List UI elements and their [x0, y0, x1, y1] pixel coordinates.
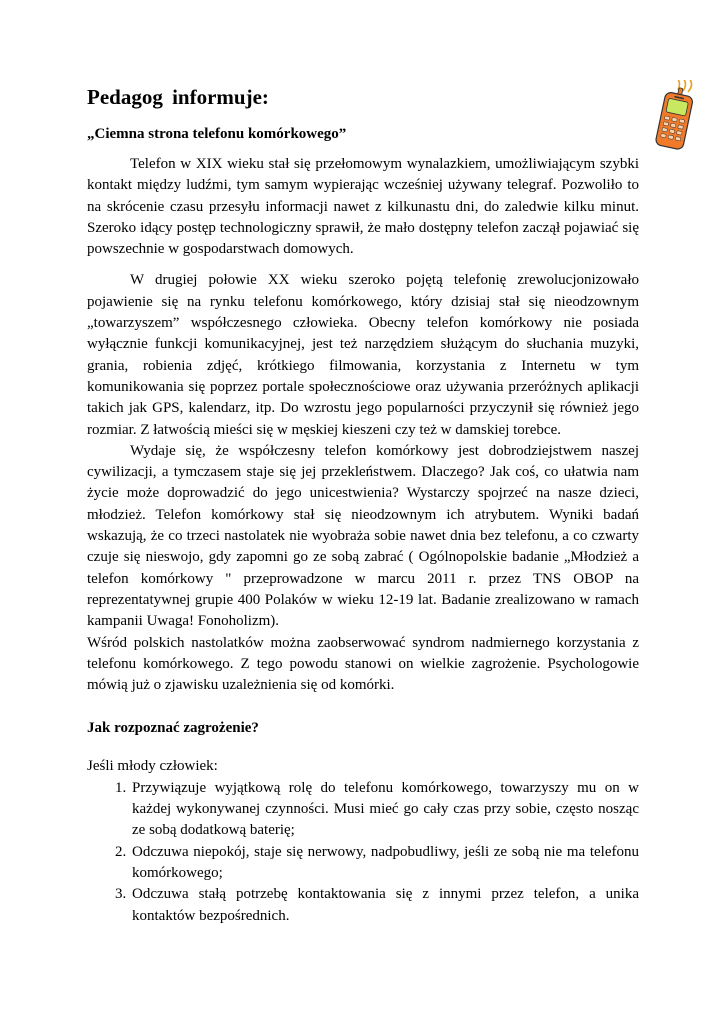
- list-item: 3. Odczuwa stałą potrzebę kontaktowania się z innymi przez telefon, a unika kontaktów bezpośrednich.: [130, 884, 639, 927]
- section-intro: Jeśli młody człowiek:: [87, 758, 218, 775]
- page-title: Pedagog informuje:: [87, 85, 269, 109]
- paragraph-1: Telefon w XIX wieku stał się przełomowym wynalazkiem, umożliwiającym szybki kontakt między ludźmi, tym samym wypierając wcześniej używany telegraf. Pozwoliło to na skrócenie czasu przesyłu informacji nawet z kilkunastu dni, do zaledwie kilku minut. Szeroko idący postęp technologiczny sprawił, że mało dostępny telefon zaczął pojawiać się powszechnie w gospodarstwach domowych.: [87, 156, 639, 258]
- document-page: [87, 84, 639, 927]
- paragraph-4: Wśród polskich nastolatków można zaobserwować syndrom nadmiernego korzystania z telefonu komórkowego. Z tego powodu stanowi on wielkie zagrożenie. Psychologowie mówią już o zjawisku uzależnienia się od komórki.: [87, 634, 639, 694]
- paragraph-2: W drugiej połowie XX wieku szeroko pojętą telefonię zrewolucjonizowało pojawienie się na rynku telefonu komórkowego, który dzisiaj stał się nieodzownym „towarzyszem” współczesnego człowieka. Obecny telefon komórkowy nie posiada wyłącznie funkcji komunikacyjnej, jest też narzędziem służącym do słuchania muzyki, grania, robienia zdjęć, krótkiego filmowania, korzystania z Internetu w tym komunikowania się poprzez portale społecznościowe oraz używania przeróżnych aplikacji takich jak GPS, kalendarz, itp. Do wzrostu jego popularności przyczynił się również jego rozmiar. Z łatwością mieści się w męskiej kieszeni czy też w damskiej torebce.: [87, 272, 639, 438]
- article-subtitle: „Ciemna strona telefonu komórkowego”: [87, 126, 347, 142]
- paragraph-3: Wydaje się, że współczesny telefon komórkowy jest dobrodziejstwem naszej cywilizacji, a tymczasem staje się jej przekleństwem. Dlaczego? Jak coś, co ułatwia nam życie może doprowadzić do jego unicestwienia? Wystarczy spojrzeć na nasze dzieci, młodzież. Telefon komórkowy stał się nieodzownym ich atrybutem. Wyniki badań wskazują, że co trzeci nastolatek nie wyobraża sobie nawet dnia bez telefonu, a co czwarty czuje się nieswojo, gdy zapomni go ze sobą zabrać ( Ogólnopolskie badanie „Młodzież a telefon komórkowy " przeprowadzone w marcu 2011 r. przez TNS OBOP na reprezentatywnej grupie 400 Polaków w wieku 12-19 lat. Badanie zrealizowano w ramach kampanii Uwaga! Fonoholizm).: [87, 442, 639, 630]
- section-heading: Jak rozpoznać zagrożenie?: [87, 720, 259, 737]
- symptom-list: [87, 778, 639, 927]
- mobile-phone-icon: [650, 80, 700, 152]
- list-item: 1. Przywiązuje wyjątkową rolę do telefonu komórkowego, towarzyszy mu on w każdej wykonywanej czynności. Musi mieć go cały czas przy sobie, często nosząc ze sobą dodatkową baterię;: [130, 778, 639, 842]
- list-item: 2. Odczuwa niepokój, staje się nerwowy, nadpobudliwy, jeśli ze sobą nie ma telefonu komórkowego;: [130, 842, 639, 885]
